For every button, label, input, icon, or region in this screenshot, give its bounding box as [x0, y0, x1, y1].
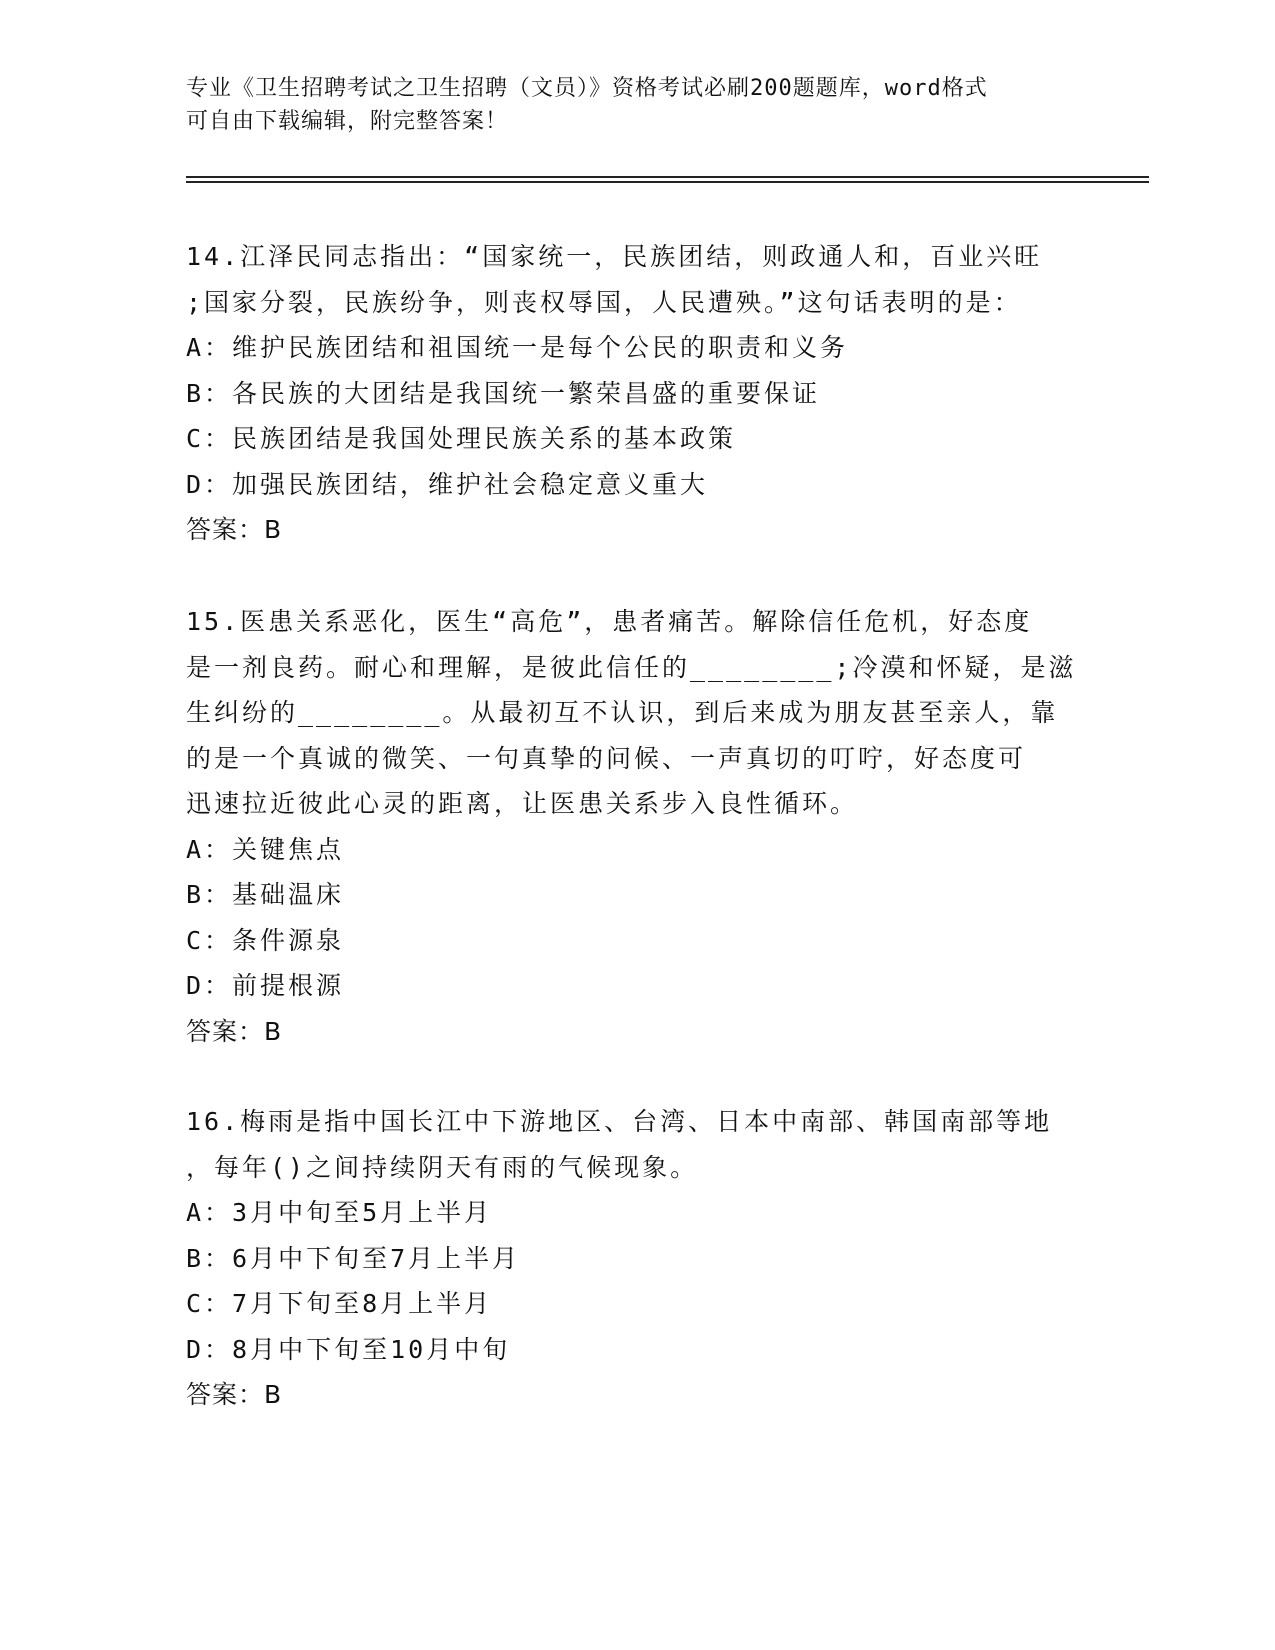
question-16: [186, 1099, 1086, 1418]
option-a: A：维护民族团结和祖国统一是每个公民的职责和义务: [186, 333, 849, 362]
question-stem: 是一剂良药。耐心和理解，是彼此信任的________;冷漠和怀疑，是滋: [186, 652, 1077, 682]
option-b: B：各民族的大团结是我国统一繁荣昌盛的重要保证: [186, 378, 821, 408]
header-divider: [186, 181, 1149, 183]
question-stem: ;国家分裂，民族纷争，则丧权辱国，人民遭殃。”这句话表明的是：: [186, 287, 1022, 317]
answer-label: 答案：B: [186, 515, 283, 544]
option-b: B：基础温床: [186, 880, 345, 909]
question-stem: 的是一个真诚的微笑、一句真挚的问候、一声真切的叮咛，好态度可: [186, 743, 1027, 773]
question-stem: ，每年()之间持续阴天有雨的气候现象。: [186, 1152, 699, 1182]
question-stem: 生纠纷的________。从最初互不认识，到后来成为朋友甚至亲人，靠: [186, 698, 1059, 727]
document-header: [186, 72, 1066, 138]
question-14: [186, 234, 1086, 553]
question-stem: 15.医患关系恶化，医生“高危”，患者痛苦。解除信任危机，好态度: [186, 607, 1033, 636]
option-b: B：6月中下旬至7月上半月: [186, 1243, 521, 1273]
answer-label: 答案：B: [186, 1016, 283, 1046]
option-a: A：关键焦点: [186, 834, 345, 864]
answer-label: 答案：B: [186, 1380, 283, 1409]
option-c: C：民族团结是我国处理民族关系的基本政策: [186, 424, 737, 453]
header-line: 可自由下载编辑，附完整答案！: [186, 109, 509, 134]
option-a: A：3月中旬至5月上半月: [186, 1198, 493, 1227]
option-d: D：前提根源: [186, 971, 345, 1000]
option-d: D：加强民族团结，维护社会稳定意义重大: [186, 469, 709, 499]
header-divider: [186, 176, 1149, 178]
option-c: C：条件源泉: [186, 925, 345, 955]
question-stem: 迅速拉近彼此心灵的距离，让医患关系步入良性循环。: [186, 789, 859, 818]
question-stem: 16.梅雨是指中国长江中下游地区、台湾、日本中南部、韩国南部等地: [186, 1107, 1053, 1136]
header-line: 专业《卫生招聘考试之卫生招聘（文员）》资格考试必刷200题题库，word格式: [186, 76, 988, 101]
option-c: C：7月下旬至8月上半月: [186, 1289, 493, 1318]
option-d: D：8月中下旬至10月中旬: [186, 1334, 511, 1364]
question-stem: 14.江泽民同志指出：“国家统一，民族团结，则政通人和，百业兴旺: [186, 242, 1043, 271]
question-15: [186, 599, 1086, 1054]
